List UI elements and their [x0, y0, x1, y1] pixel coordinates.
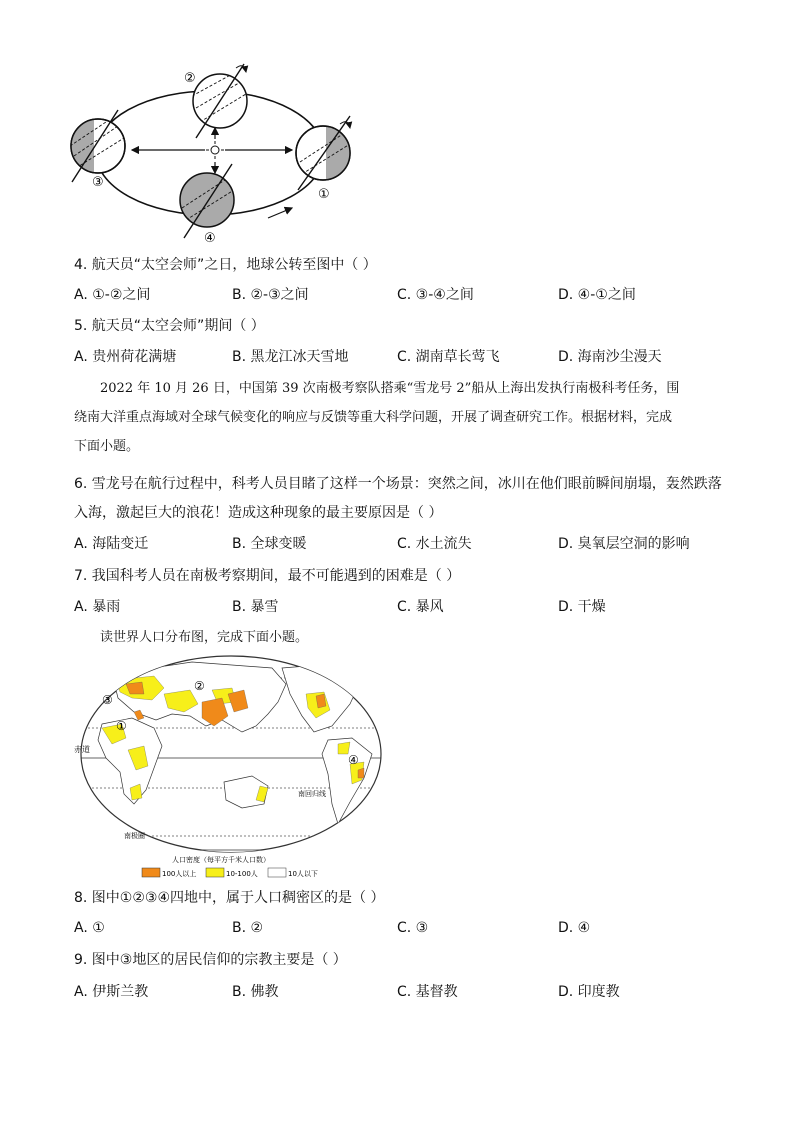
legend-swatch-mid — [206, 868, 224, 877]
map-marker-1: ① — [116, 719, 127, 733]
q4-option-b[interactable]: B. ②-③之间 — [232, 287, 309, 303]
q9-option-a[interactable]: A. 伊斯兰教 — [74, 984, 149, 1000]
q4-option-c[interactable]: C. ③-④之间 — [397, 287, 474, 303]
map-marker-2: ② — [194, 679, 205, 693]
earth-position-1 — [296, 116, 352, 190]
question-8: 8. 图中①②③④四地中，属于人口稠密区的是（ ） — [74, 890, 385, 906]
earth-position-4 — [180, 164, 234, 238]
q5-option-b[interactable]: B. 黑龙江冰天雪地 — [232, 349, 349, 365]
polar-south-label: 南极圈 — [124, 832, 145, 840]
passage-antarctic-line-1: 2022 年 10 月 26 日，中国第 39 次南极考察队搭乘“雪龙号 2”船从上海出发执行南极科考任务，围 — [100, 381, 680, 396]
q8-option-c[interactable]: C. ③ — [397, 920, 429, 936]
passage-antarctic-line-3: 下面小题。 — [74, 439, 140, 454]
q8-option-d[interactable]: D. ④ — [558, 920, 591, 936]
q6-option-c[interactable]: C. 水土流失 — [397, 536, 472, 552]
q9-option-c[interactable]: C. 基督教 — [397, 984, 458, 1000]
question-6-line-2: 入海，激起巨大的浪花！造成这种现象的最主要原因是（ ） — [74, 505, 443, 521]
q6-option-a[interactable]: A. 海陆变迁 — [74, 536, 149, 552]
q4-option-a[interactable]: A. ①-②之间 — [74, 287, 151, 303]
question-6-line-1: 6. 雪龙号在航行过程中，科考人员目睹了这样一个场景：突然之间，冰川在他们眼前瞬间崩塌，轰然跌落 — [74, 476, 722, 492]
q5-option-a[interactable]: A. 贵州荷花满塘 — [74, 349, 177, 365]
question-9: 9. 图中③地区的居民信仰的宗教主要是（ ） — [74, 952, 347, 968]
passage-population: 读世界人口分布图，完成下面小题。 — [100, 630, 309, 645]
label-1: ① — [318, 187, 330, 202]
world-population-map — [72, 654, 390, 882]
legend-swatch-low — [268, 868, 286, 877]
question-5: 5. 航天员“太空会师”期间（ ） — [74, 318, 265, 334]
legend-title: 人口密度（每平方千米人口数） — [172, 856, 270, 864]
map-marker-4: ④ — [348, 753, 359, 767]
legend-label-high: 100人以上 — [162, 870, 197, 878]
q7-option-a[interactable]: A. 暴雨 — [74, 599, 121, 615]
q7-option-d[interactable]: D. 干燥 — [558, 599, 606, 615]
label-3: ③ — [92, 175, 104, 190]
q6-option-b[interactable]: B. 全球变暖 — [232, 536, 307, 552]
sun-icon — [211, 146, 219, 154]
earth-position-2 — [192, 64, 247, 138]
q5-option-c[interactable]: C. 湖南草长莺飞 — [397, 349, 500, 365]
q9-option-b[interactable]: B. 佛教 — [232, 984, 279, 1000]
legend-swatch-high — [142, 868, 160, 877]
tropic-south-label: 南回归线 — [298, 790, 326, 798]
q7-option-b[interactable]: B. 暴雪 — [232, 599, 279, 615]
revolution-direction-arrow — [268, 208, 292, 218]
earth-position-3 — [70, 110, 125, 182]
label-4: ④ — [204, 231, 216, 246]
q8-option-a[interactable]: A. ① — [74, 920, 105, 936]
equator-label: 赤道 — [74, 745, 90, 754]
q6-option-d[interactable]: D. 臭氧层空洞的影响 — [558, 536, 690, 552]
question-4: 4. 航天员“太空会师”之日，地球公转至图中（ ） — [74, 257, 377, 273]
earth-orbit-diagram — [60, 58, 360, 248]
q8-option-b[interactable]: B. ② — [232, 920, 264, 936]
legend — [142, 868, 318, 878]
question-7: 7. 我国科考人员在南极考察期间，最不可能遇到的困难是（ ） — [74, 568, 461, 584]
q4-option-d[interactable]: D. ④-①之间 — [558, 287, 636, 303]
legend-label-mid: 10-100人 — [226, 870, 258, 878]
passage-antarctic-line-2: 绕南大洋重点海域对全球气候变化的响应与反馈等重大科学问题，开展了调查研究工作。根据材料，完成 — [74, 410, 673, 425]
q7-option-c[interactable]: C. 暴风 — [397, 599, 444, 615]
legend-label-low: 10人以下 — [288, 870, 318, 878]
q9-option-d[interactable]: D. 印度教 — [558, 984, 620, 1000]
q5-option-d[interactable]: D. 海南沙尘漫天 — [558, 349, 662, 365]
map-marker-3: ③ — [102, 693, 113, 707]
label-2: ② — [184, 71, 196, 86]
